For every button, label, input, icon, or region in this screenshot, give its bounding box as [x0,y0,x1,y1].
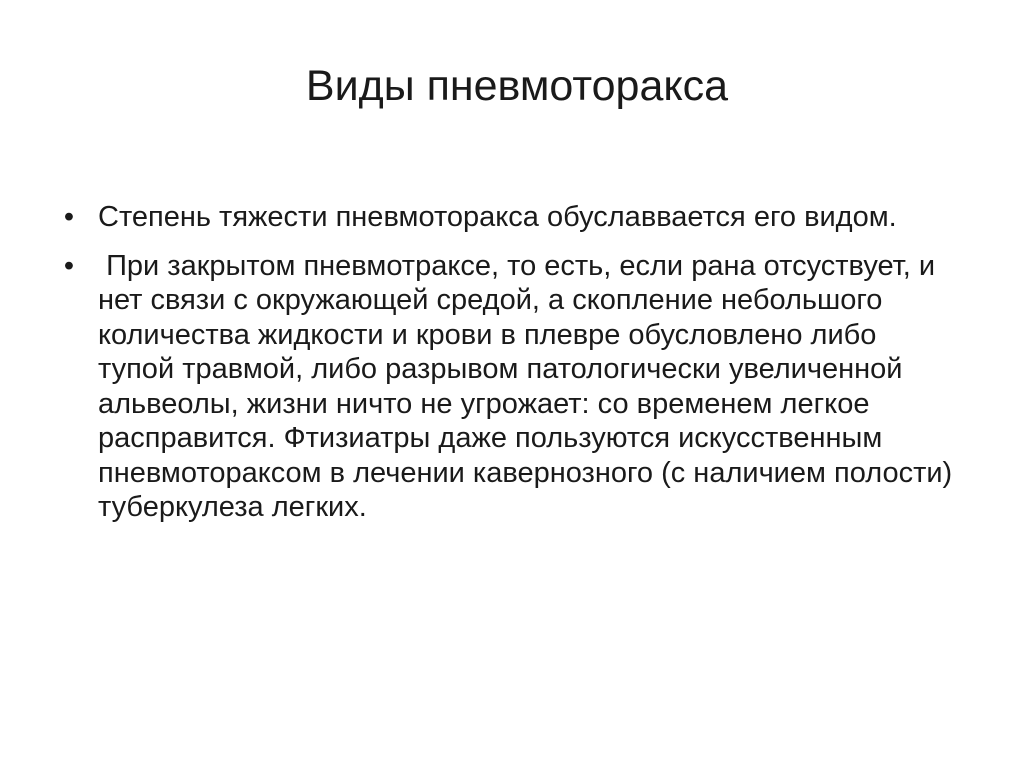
bullet-marker: • [63,249,75,282]
bullet-text: При закрытом пневмотраксе, то есть, если рана отсуствует, и нет связи с окружающей средой, а скопление небольшого количества жидкости и крови в плевре обусловлено либо тупой травмой, либо разрывом патологически увеличенной альвеолы, жизни ничто не угрожает: со временем легкое расправится. Фтизиатры даже пользуются искусственным пневмотораксом в лечении кавернозного (с наличием полости) туберкулеза легких. [98,249,961,523]
bullet-text: Степень тяжести пневмоторакса обуславвается его видом. [98,201,897,233]
bullet-list [58,200,961,539]
bullet-item [58,249,961,525]
slide-title: Виды пневмоторакса [305,62,729,110]
bullet-marker: • [63,201,75,233]
bullet-item [58,200,958,235]
